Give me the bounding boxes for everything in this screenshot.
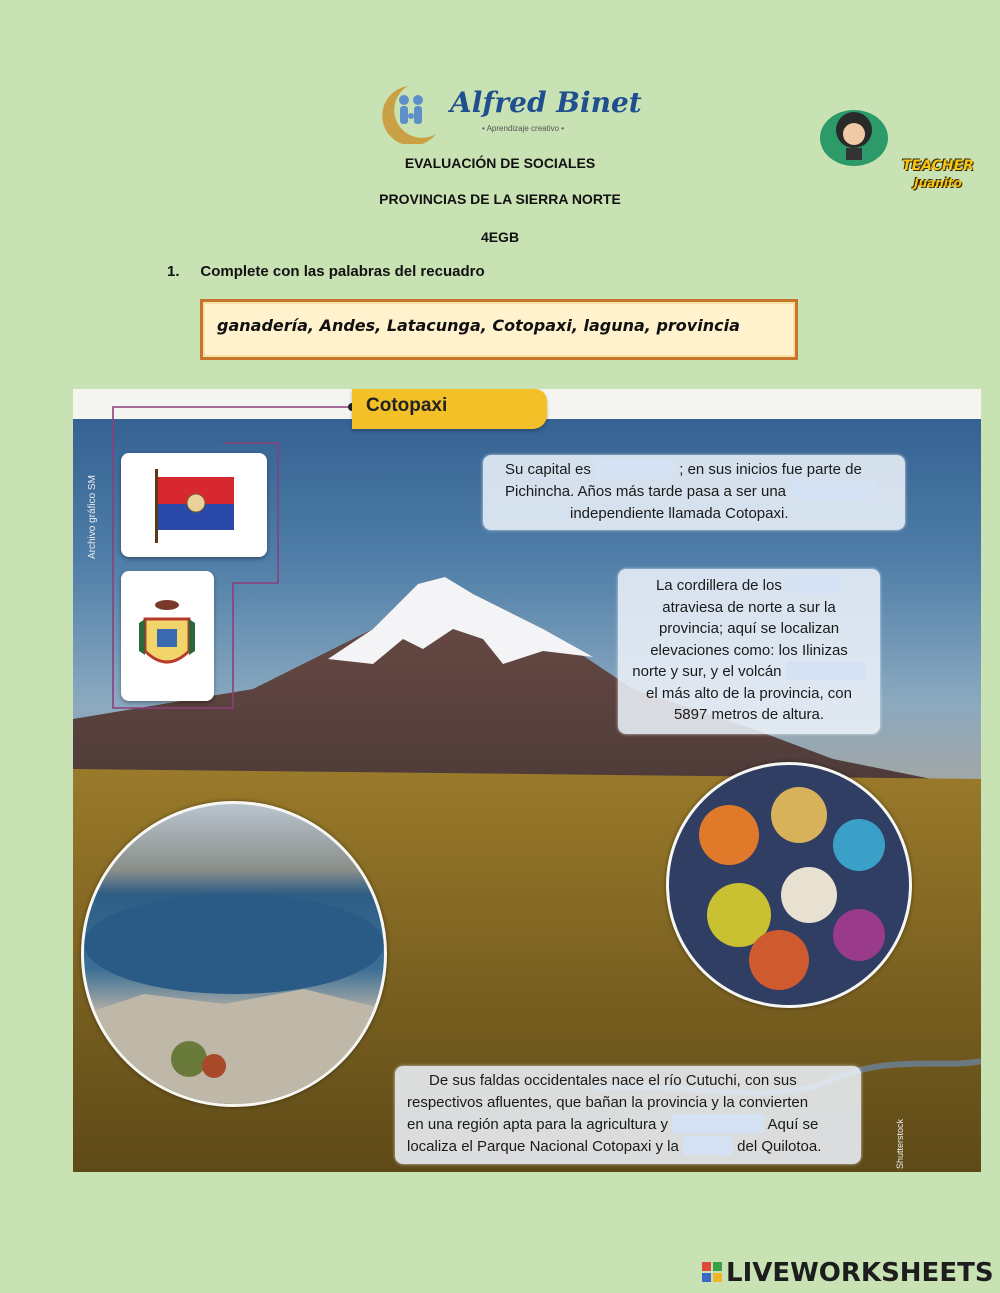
school-logo (370, 82, 642, 144)
teacher-text: TEACHER (902, 158, 974, 174)
title-provinces: PROVINCIAS DE LA SIERRA NORTE (379, 191, 621, 207)
box3-line1: De sus faldas occidentales nace el río Cutuchi, con sus (429, 1072, 797, 1089)
box1-line2: Pichincha. Años más tarde pasa a ser una (505, 483, 787, 500)
box2-line4: elevaciones como: los Ilinizas (650, 641, 848, 659)
coat-of-arms-icon (121, 571, 214, 701)
box2-line1: La cordillera de los (655, 577, 782, 594)
teacher-name: Juanito (914, 176, 962, 190)
box2-line7: 5897 metros de altura. (673, 706, 825, 723)
cordillera-textbox (618, 569, 880, 734)
lagoon-image (84, 804, 384, 1104)
flag-card (121, 453, 267, 557)
question-text: Complete con las palabras del recuadro (200, 263, 485, 280)
blank-andes[interactable] (786, 575, 842, 594)
credit-right: Shutterstock (895, 1118, 905, 1169)
footer-brand (700, 1258, 995, 1288)
box3-line4a: localiza el Parque Nacional Cotopaxi y la (407, 1138, 679, 1155)
province-title: Cotopaxi (366, 395, 448, 416)
credit-left: Archivo gráfico SM (87, 475, 98, 559)
blank-volcan[interactable] (786, 661, 866, 680)
box2-line6: el más alto de la provincia, con (646, 684, 852, 702)
coat-of-arms-card (121, 571, 214, 701)
rio-textbox (395, 1066, 861, 1164)
box2-line5: norte y sur, y el volcán (632, 663, 782, 680)
liveworksheets-logo-icon (700, 1258, 724, 1288)
title-evaluation: EVALUACIÓN DE SOCIALES (404, 155, 596, 171)
cotopaxi-illustration (73, 389, 981, 1172)
blank-provincia[interactable] (790, 481, 876, 500)
word-bank (200, 299, 798, 360)
capital-textbox (483, 455, 905, 530)
logo-tagline: • Aprendizaje creativo • (482, 124, 565, 133)
box1-line3: independiente llamada Cotopaxi. (570, 505, 789, 522)
flag-icon (121, 453, 267, 557)
box3-line2: respectivos afluentes, que bañan la provincia y la convierten (407, 1094, 809, 1111)
masks-image (669, 765, 909, 1005)
masks-photo (666, 762, 912, 1008)
moon-family-icon (370, 82, 450, 144)
box1-line1b: ; en sus inicios fue parte de (679, 461, 862, 478)
province-title-tab (352, 389, 547, 429)
box3-line4b: del Quilotoa. (737, 1138, 822, 1155)
question-1 (167, 263, 485, 280)
box3-line3: en una región apta para la agricultura y (407, 1116, 669, 1133)
blank-capital[interactable] (595, 459, 675, 478)
box3-line3b: Aquí se (767, 1116, 819, 1133)
box1-line1a: Su capital es (505, 461, 591, 478)
box2-line2: atraviesa de norte a sur la (662, 598, 836, 616)
word-bank-text: ganadería, Andes, Latacunga, Cotopaxi, laguna, provincia (217, 316, 740, 335)
quilotoa-lagoon-photo (81, 801, 387, 1107)
teacher-badge (812, 98, 974, 198)
title-grade: 4EGB (480, 229, 520, 245)
box2-line3: provincia; aquí se localizan (658, 620, 840, 637)
question-number: 1. (167, 263, 180, 280)
blank-laguna[interactable] (683, 1136, 733, 1155)
blank-ganaderia[interactable] (672, 1114, 764, 1133)
footer-brand-text: LIVEWORKSHEETS (726, 1258, 994, 1288)
logo-name: Alfred Binet (450, 86, 642, 119)
